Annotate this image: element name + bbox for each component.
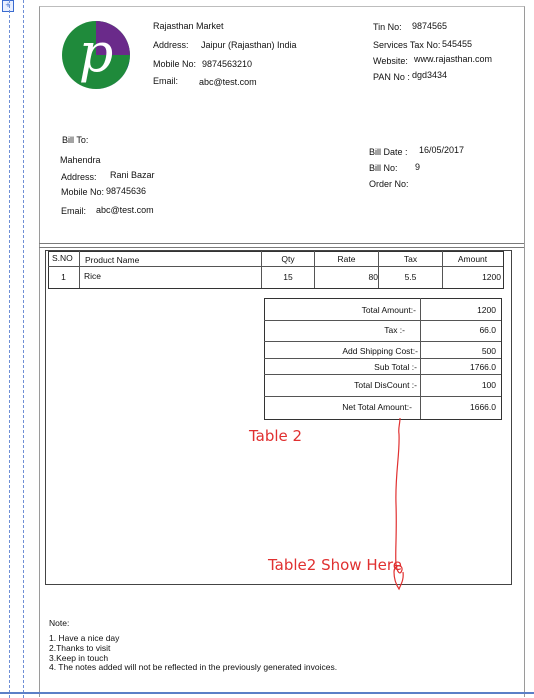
header-separator-2 [39,247,524,248]
col-header-tax: Tax [403,254,418,264]
note-line-4: 4. The notes added will not be reflected in the previously generated invoices. [49,662,338,672]
row-1-amount: 1200 [482,272,501,282]
customer-name: Mahendra [60,155,101,165]
col-header-amount: Amount [457,254,488,264]
shipping-value: 500 [481,346,496,356]
company-email: abc@test.com [199,77,257,87]
website-label: Website: [373,56,408,66]
note-line-3: 3.Keep in touch [49,653,109,663]
tax-label: Tax :- [384,325,405,335]
margin-guide-inner [23,0,24,698]
company-address-label: Address: [153,40,189,50]
expand-icon[interactable]: + [2,0,14,12]
sub-total-value: 1766.0 [470,362,496,372]
customer-mobile: 98745636 [106,186,147,196]
website-value: www.rajasthan.com [414,54,493,64]
company-name: Rajasthan Market [153,21,224,31]
customer-mobile-label: Mobile No: [61,187,105,197]
totals-row-divider [264,341,501,342]
bill-to-heading: Bill To: [62,135,89,145]
customer-address: Rani Bazar [110,170,155,180]
net-total-value: 1666.0 [470,402,496,412]
order-no-label: Order No: [369,179,409,189]
tax-value: 66.0 [479,325,496,335]
discount-label: Total DisCount :- [354,380,417,390]
stax-label: Services Tax No: [373,40,441,50]
shipping-label: Add Shipping Cost:- [342,346,418,356]
col-header-product: Product Name [85,255,140,265]
bill-no-label: Bill No: [369,163,398,173]
bill-date-label: Bill Date : [369,147,408,157]
margin-guide-left [9,0,10,698]
tin-value: 9874565 [412,21,448,31]
col-header-qty: Qty [281,254,295,264]
logo-letter: p [78,21,114,84]
notes-heading: Note: [49,618,70,628]
editor-bottom-bar [0,692,534,694]
tin-label: Tin No: [373,22,402,32]
col-header-rate: Rate [337,254,356,264]
stax-value: 545455 [442,39,473,49]
total-amount-label: Total Amount:- [361,305,416,315]
company-mobile-label: Mobile No: [153,59,197,69]
row-1-sno: 1 [61,272,66,282]
totals-row-divider [264,396,501,397]
pan-label: PAN No : [373,72,410,82]
col-divider [79,251,80,288]
company-email-label: Email: [153,76,179,86]
row-1-rate: 80 [368,272,378,282]
company-logo [60,19,132,91]
bill-date: 16/05/2017 [419,145,465,155]
row-1-qty: 15 [283,272,293,282]
header-separator [39,243,524,244]
annotation-table2: Table 2 [249,427,303,445]
customer-email: abc@test.com [96,205,154,215]
row-1-tax: 5.5 [404,272,417,282]
company-address: Jaipur (Rajasthan) India [201,40,297,50]
pan-value: dgd3434 [412,70,448,80]
bill-no: 9 [415,162,421,172]
net-total-label: Net Total Amount:- [342,402,412,412]
company-mobile: 9874563210 [202,59,253,69]
total-amount-value: 1200 [477,305,496,315]
customer-address-label: Address: [61,172,97,182]
totals-row-divider [264,374,501,375]
note-line-1: 1. Have a nice day [49,633,120,643]
totals-row-divider [264,358,501,359]
items-header-divider [48,266,503,267]
annotation-table2-show: Table2 Show Here [268,556,402,574]
row-1-product: Rice [84,271,102,281]
note-line-2: 2.Thanks to visit [49,643,111,653]
totals-row-divider [264,320,501,321]
sub-total-label: Sub Total :- [374,362,417,372]
col-header-sno: S.NO [52,253,73,263]
discount-value: 100 [481,380,496,390]
customer-email-label: Email: [61,206,87,216]
